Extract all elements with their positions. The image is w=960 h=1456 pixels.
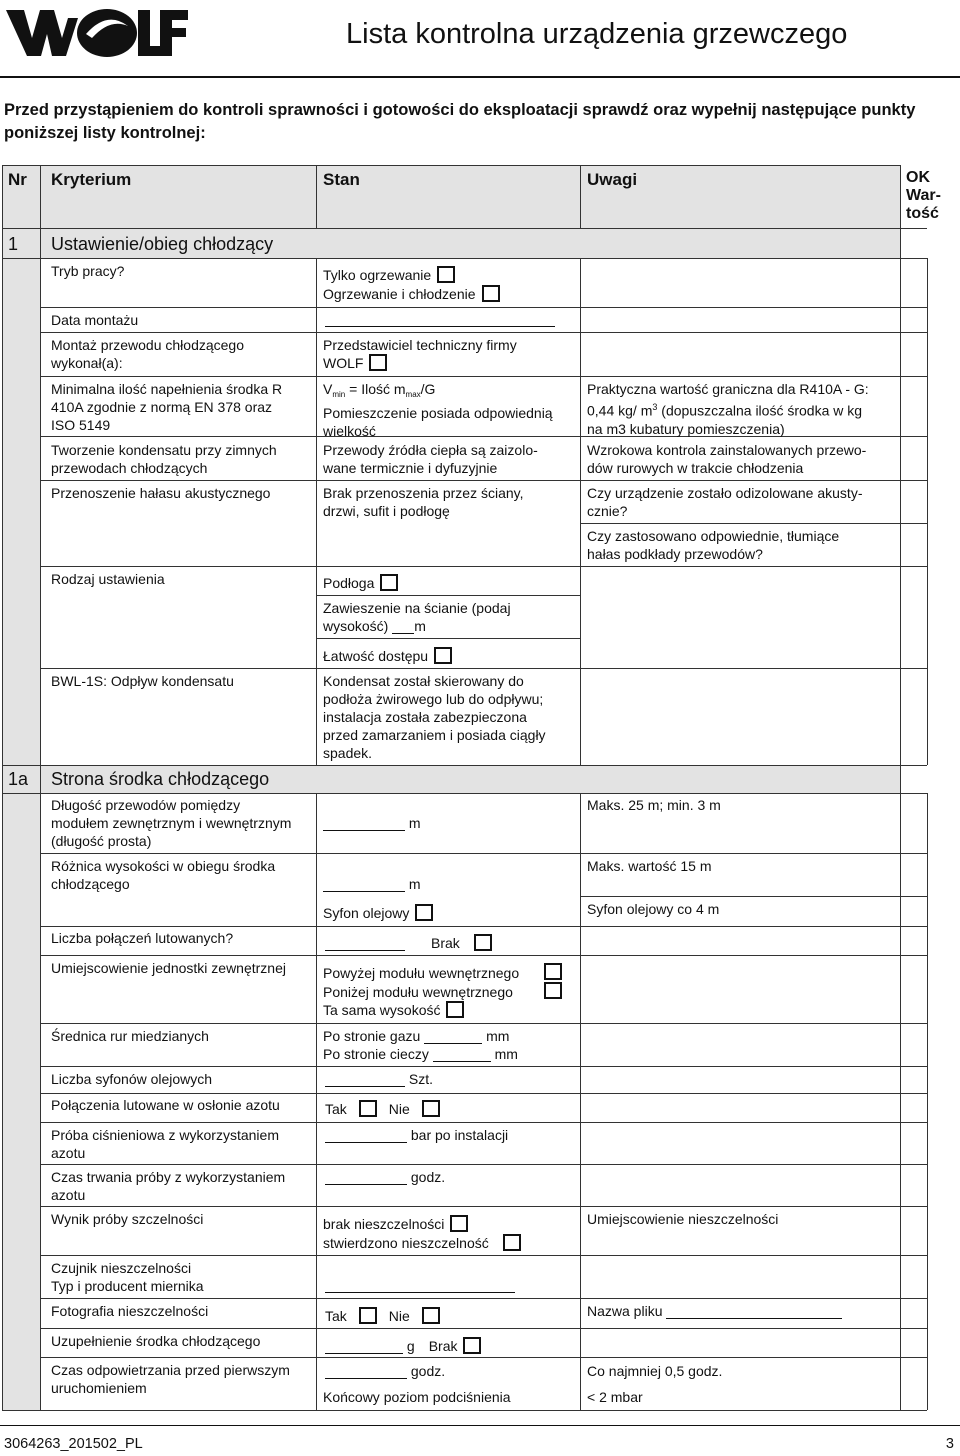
- criterion-oil-traps-count: Liczba syfonów olejowych: [51, 1071, 213, 1087]
- grid-line: [40, 853, 927, 854]
- note-pipe-length: Maks. 25 m; min. 3 m: [587, 797, 721, 813]
- criterion-solder-count: Liczba połączeń lutowanych?: [51, 930, 234, 946]
- header-ok-value: OK War- tość: [906, 169, 941, 222]
- header-row-bg: [2, 165, 900, 228]
- yes-checkbox[interactable]: [359, 1100, 377, 1117]
- solder-count-field[interactable]: Brak: [325, 934, 492, 952]
- criterion-pressure-test: Próba ciśnieniowa z wykorzystaniem azotu: [51, 1127, 279, 1161]
- footer-rule: [0, 1425, 960, 1426]
- grid-line: [2, 765, 927, 766]
- option-same-height[interactable]: Ta sama wysokość: [323, 1001, 464, 1019]
- grid-line: [40, 1122, 927, 1123]
- grid-line: [580, 258, 581, 765]
- grid-line: [580, 165, 581, 228]
- grid-line: [2, 258, 927, 259]
- criterion-refill: Uzupełnienie środka chłodzącego: [51, 1333, 261, 1349]
- checkbox[interactable]: [503, 1234, 521, 1251]
- checkbox[interactable]: [437, 266, 455, 283]
- page-number: 3: [945, 1436, 954, 1452]
- note-min-fill: Praktyczna wartość graniczna dla R410A - G: 0,44 kg/ $m^3$ (dopuszczalna ilość środka w kg na m3 kubatury pomieszczenia): [587, 381, 869, 437]
- checkbox[interactable]: [474, 934, 492, 951]
- section1-nr: 1: [8, 234, 19, 254]
- header-rule: [0, 76, 960, 78]
- grid-line: [40, 480, 927, 481]
- criterion-nitrogen-soldering: Połączenia lutowane w osłonie azotu: [51, 1097, 280, 1113]
- document-id: 3064263_201502_PL: [4, 1436, 143, 1452]
- criterion-noise: Przenoszenie hałasu akustycznego: [51, 485, 271, 501]
- header-nr: Nr: [8, 170, 27, 189]
- grid-line: [40, 1357, 927, 1358]
- refill-field[interactable]: g Brak: [325, 1337, 481, 1355]
- grid-line: [40, 1066, 927, 1067]
- pipe-length-field[interactable]: m: [323, 814, 421, 832]
- note-leak-location: Umiejscowienie nieszczelności: [587, 1211, 779, 1227]
- yes-checkbox[interactable]: [359, 1307, 377, 1324]
- section1a-nr: 1a: [8, 769, 29, 789]
- grid-line: [40, 1023, 927, 1024]
- option-no-leak[interactable]: brak nieszczelności: [323, 1215, 468, 1233]
- gas-side-field[interactable]: Po stronie gazu mm: [323, 1028, 510, 1044]
- header-notes: Uwagi: [587, 170, 638, 189]
- grid-line: [40, 307, 927, 308]
- grid-line: [40, 332, 927, 333]
- state-final-vacuum: Końcowy poziom podciśnienia: [323, 1389, 511, 1405]
- criterion-condensation: Tworzenie kondensatu przy zimnych przewodach chłodzących: [51, 442, 277, 476]
- grid-line: [40, 955, 927, 956]
- criterion-pipe-length: Długość przewodów pomiędzy modułem zewnętrznym i wewnętrznym (długość prosta): [51, 797, 292, 849]
- grid-line: [316, 793, 317, 1410]
- criterion-pipe-diameter: Średnica rur miedzianych: [51, 1028, 209, 1044]
- checkbox[interactable]: [434, 647, 452, 664]
- intro-text: Przed przystąpieniem do kontroli sprawności i gotowości do eksploatacji sprawdź oraz wypełnij następujące punkty poniższej listy kontrolnej:: [4, 101, 916, 142]
- grid-line: [2, 1410, 927, 1411]
- nr-column-bg: [2, 258, 40, 1410]
- checkbox[interactable]: [415, 904, 433, 921]
- note-condensation: Wzrokowa kontrola zainstalowanych przewo- dów rurowych w trakcie chłodzenia: [587, 442, 867, 476]
- section1a-title: Strona środka chłodzącego: [51, 769, 270, 789]
- grid-line: [40, 1255, 927, 1256]
- height-diff-field[interactable]: m: [323, 875, 421, 893]
- grid-line: [40, 1206, 927, 1207]
- no-checkbox[interactable]: [422, 1100, 440, 1117]
- note-evacuation-min: Co najmniej 0,5 godz.: [587, 1363, 723, 1379]
- note-noise-2: Czy zastosowano odpowiednie, tłumiące hałas podkłady przewodów?: [587, 528, 840, 562]
- checkbox[interactable]: [446, 1001, 464, 1018]
- option-wall: Zawieszenie na ścianie (podaj wysokość) m: [323, 600, 511, 634]
- grid-line: [2, 165, 3, 1410]
- note-file-name[interactable]: Nazwa pliku: [587, 1302, 842, 1320]
- criterion-height-diff: Różnica wysokości w obiegu środka chłodzącego: [51, 858, 276, 892]
- criterion-operating-mode: Tryb pracy?: [51, 263, 125, 279]
- grid-line: [40, 376, 927, 377]
- grid-line: [316, 595, 580, 596]
- note-oil-trap: Syfon olejowy co 4 m: [587, 901, 720, 917]
- grid-line: [580, 896, 927, 897]
- wolf-logo: [4, 4, 188, 60]
- grid-line: [40, 1298, 927, 1299]
- option-heating-cooling[interactable]: Ogrzewanie i chłodzenie: [323, 285, 500, 303]
- grid-line: [900, 165, 901, 1410]
- leak-photo-options: Tak Nie: [325, 1307, 440, 1325]
- criterion-install-date: Data montażu: [51, 312, 139, 328]
- criterion-leak-detector: Czujnik nieszczelności Typ i producent miernika: [51, 1260, 204, 1294]
- document-title: Lista kontrolna urządzenia grzewczego: [346, 18, 848, 50]
- state-noise: Brak przenoszenia przez ściany, drzwi, sufit i podłogę: [323, 485, 524, 519]
- criterion-drain: BWL-1S: Odpływ kondensatu: [51, 673, 234, 689]
- checkbox[interactable]: [450, 1215, 468, 1232]
- grid-line: [40, 668, 927, 669]
- criterion-test-duration: Czas trwania próby z wykorzystaniem azotu: [51, 1169, 286, 1203]
- criterion-leak-photo: Fotografia nieszczelności: [51, 1303, 209, 1319]
- grid-line: [2, 228, 927, 229]
- state-min-fill: $V_{min}$ = Ilość $m_{max}/G$ Pomieszczenie posiada odpowiednią wielkość: [323, 381, 553, 439]
- grid-line: [40, 1093, 927, 1094]
- evacuation-time-field[interactable]: godz.: [325, 1362, 445, 1380]
- note-vacuum-max: < 2 mbar: [587, 1389, 643, 1405]
- option-heating-only[interactable]: Tylko ogrzewanie: [323, 266, 455, 284]
- criterion-outdoor-location: Umiejscowienie jednostki zewnętrznej: [51, 960, 286, 976]
- grid-line: [40, 165, 41, 1410]
- grid-line: [2, 793, 927, 794]
- state-drain: Kondensat został skierowany do podłoża żwirowego lub do odpływu; instalacja została zabezpieczona przed zamarzaniem i posiada ciągły spadek.: [323, 673, 546, 761]
- header-criterion: Kryterium: [51, 170, 132, 189]
- option-access[interactable]: Łatwość dostępu: [323, 647, 452, 665]
- checkbox[interactable]: [544, 982, 562, 999]
- grid-line: [580, 793, 581, 1410]
- grid-line: [927, 793, 928, 1410]
- criterion-leak-test: Wynik próby szczelności: [51, 1211, 204, 1227]
- grid-line: [316, 638, 580, 639]
- oil-traps-count-field[interactable]: Szt.: [325, 1070, 433, 1088]
- liquid-side-field[interactable]: Po stronie cieczy mm: [323, 1046, 518, 1062]
- note-height-max: Maks. wartość 15 m: [587, 858, 712, 874]
- criterion-installer: Montaż przewodu chłodzącego wykonał(a):: [51, 337, 245, 371]
- grid-line: [40, 1164, 927, 1165]
- criterion-evacuation-time: Czas odpowietrzania przed pierwszym uruchomieniem: [51, 1362, 290, 1396]
- option-below[interactable]: Poniżej modułu wewnętrznego: [323, 984, 513, 1000]
- pressure-test-field[interactable]: bar po instalacji: [325, 1126, 508, 1144]
- grid-line: [316, 165, 317, 228]
- option-leak-found[interactable]: stwierdzono nieszczelność: [323, 1234, 521, 1252]
- height-field[interactable]: [392, 619, 414, 634]
- nitrogen-soldering-options: Tak Nie: [325, 1100, 440, 1118]
- state-installer: Przedstawiciel techniczny firmy WOLF: [323, 337, 517, 371]
- grid-line: [2, 165, 900, 166]
- grid-line: [40, 1328, 927, 1329]
- grid-line: [40, 926, 927, 927]
- checkbox[interactable]: [380, 574, 398, 591]
- no-checkbox[interactable]: [422, 1307, 440, 1324]
- leak-detector-field[interactable]: [325, 1278, 515, 1293]
- criterion-placement: Rodzaj ustawienia: [51, 571, 165, 587]
- grid-line: [927, 258, 928, 765]
- checkbox[interactable]: [482, 285, 500, 302]
- note-noise-1: Czy urządzenie zostało odizolowane akusty- cznie?: [587, 485, 863, 519]
- option-above[interactable]: Powyżej modułu wewnętrznego: [323, 965, 520, 981]
- checkbox[interactable]: [463, 1337, 481, 1354]
- state-condensation: Przewody źródła ciepła są zaizolo- wane termicznie i dyfuzyjnie: [323, 442, 538, 476]
- header-state: Stan: [323, 170, 360, 189]
- test-duration-field[interactable]: godz.: [325, 1168, 445, 1186]
- grid-line: [40, 566, 927, 567]
- criterion-min-fill: Minimalna ilość napełnienia środka R 410A zgodnie z normą EN 378 oraz ISO 5149: [51, 381, 283, 433]
- install-date-field[interactable]: [325, 312, 555, 327]
- section1-title: Ustawienie/obieg chłodzący: [51, 234, 274, 254]
- checkbox[interactable]: [369, 354, 387, 371]
- grid-line: [316, 258, 317, 765]
- option-oil-trap[interactable]: Syfon olejowy: [323, 904, 433, 922]
- option-floor[interactable]: Podłoga: [323, 574, 398, 592]
- grid-line: [580, 523, 927, 524]
- checkbox[interactable]: [544, 963, 562, 980]
